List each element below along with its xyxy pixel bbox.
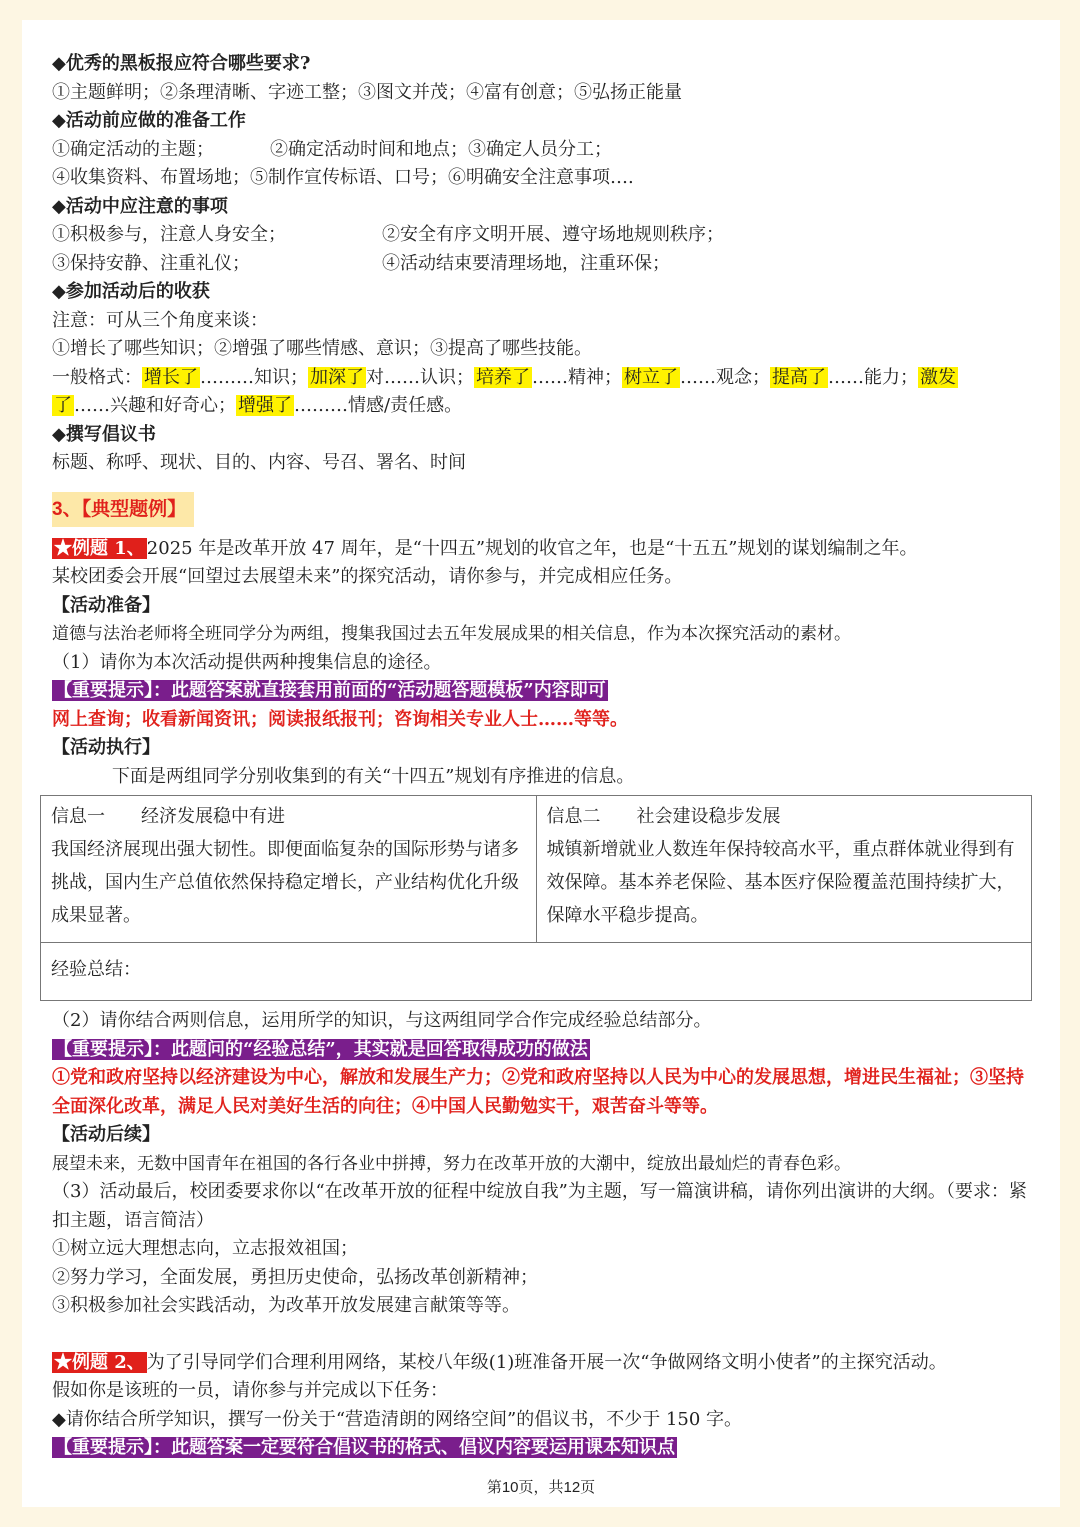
during-item-3: ③保持安静、注重礼仪； <box>52 252 250 274</box>
example2-task: ◆请你结合所学知识，撰写一份关于“营造清朗的网络空间”的倡议书，不少于 150 字。 <box>52 1408 743 1430</box>
info-2-title: 信息二 社会建设稳步发展 <box>546 806 781 827</box>
tip-2-text: 【重要提示】：此题问的“经验总结”，其实就是回答取得成功的做法 <box>54 1038 588 1060</box>
tip-2 <box>52 1036 1037 1065</box>
blackboard-heading: ◆优秀的黑板报应符合哪些要求? <box>52 53 311 74</box>
gains-note: 注意：可从三个角度来谈： <box>52 309 268 331</box>
tip-3 <box>52 1434 1037 1463</box>
prep-heading: ◆活动前应做的准备工作 <box>52 110 246 131</box>
example2-intro <box>52 1349 1037 1378</box>
outline-2: ②努力学习，全面发展，勇担历史使命，弘扬改革创新精神； <box>52 1266 538 1288</box>
page-footer: 第10页，共12页 <box>486 1479 596 1496</box>
blackboard-text: ①主题鲜明；②条理清晰、字迹工整；③图文并茂；④富有创意；⑤弘扬正能量 <box>52 81 682 103</box>
proposal-text: 标题、称呼、现状、目的、内容、号召、署名、时间 <box>52 452 466 473</box>
highlight-zengzhang: 增长了 <box>144 366 198 388</box>
highlight-shuli: 树立了 <box>624 366 678 388</box>
info-cell-2 <box>536 796 1032 943</box>
during-heading: ◆活动中应注意的事项 <box>52 195 228 217</box>
during-item-4: ④活动结束要清理场地，注重环保； <box>382 252 670 274</box>
activity-follow-text: 展望未来，无数中国青年在祖国的各行各业中拼搏，努力在改革开放的大潮中，绽放出最灿烂的青春色彩。 <box>52 1153 851 1174</box>
format-text-5: ……能力； <box>828 366 918 388</box>
example2-label: ★例题 2、 <box>54 1351 145 1373</box>
format-text-7: ………情感/责任感。 <box>294 395 463 416</box>
section-title: 【典型题例】 <box>81 497 187 520</box>
highlight-tigao: 提高了 <box>772 366 826 388</box>
question-3: （3）活动最后，校团委要求你以“在改革开放的征程中绽放自我”为主题，写一篇演讲稿，请你列出演讲的大纲。（要求：紧扣主题，语言简洁） <box>52 1181 1027 1231</box>
tip-3-text: 【重要提示】：此题答案一定要符合倡议书的格式、倡议内容要运用课本知识点 <box>54 1437 675 1458</box>
tip-1-text: 【重要提示】：此题答案就直接套用前面的“活动题答题模板”内容即可 <box>54 680 606 701</box>
during-item-1: ①积极参与，注意人身安全； <box>52 224 286 245</box>
summary-label: 经验总结： <box>51 959 141 980</box>
info-1-title: 信息一 经济发展稳中有进 <box>51 806 285 827</box>
activity-exec-heading: 【活动执行】 <box>52 737 160 758</box>
during-item-2: ②安全有序文明开展、遵守场地规则秩序； <box>382 224 724 245</box>
activity-follow-heading: 【活动后续】 <box>52 1124 160 1145</box>
highlight-jifa: 激发 <box>920 366 956 388</box>
format-text-2: 对……认识； <box>366 366 474 388</box>
outline-3: ③积极参加社会实践活动，为改革开放发展建言献策等等。 <box>52 1295 520 1316</box>
example2-intro2: 假如你是该班的一员，请你参与并完成以下任务： <box>52 1380 448 1401</box>
summary-cell <box>41 943 1032 1001</box>
prep-line-1b: ②确定活动时间和地点；③确定人员分工； <box>270 138 612 160</box>
page-content <box>52 50 1037 1463</box>
answer-2: ①党和政府坚持以经济建设为中心，解放和发展生产力；②党和政府坚持以人民为中心的发展思想，增进民生福祉；③坚持全面深化改革，满足人民对美好生活的向往；④中国人民勤勉实干，艰苦奋斗等等。 <box>52 1067 1024 1117</box>
highlight-zengqiang: 增强了 <box>238 395 292 416</box>
format-text-4: ……观念； <box>680 366 770 388</box>
activity-exec-text: 下面是两组同学分别收集到的有关“十四五”规划有序推进的信息。 <box>112 765 635 787</box>
activity-prep-text: 道德与法治老师将全班同学分为两组，搜集我国过去五年发展成果的相关信息，作为本次探究活动的素材。 <box>52 624 851 644</box>
gains-format <box>52 364 1037 421</box>
outline-1: ①树立远大理想志向，立志报效祖国； <box>52 1238 358 1259</box>
example1-label: ★例题 1、 <box>54 537 145 559</box>
format-text-1: ………知识； <box>200 366 308 388</box>
during-row-1 <box>52 221 1037 250</box>
example1-intro <box>52 535 1037 564</box>
highlight-peiyang: 培养了 <box>476 366 530 388</box>
info-cell-1 <box>41 796 537 943</box>
question-2: （2）请你结合两则信息，运用所学的知识，与这两组同学合作完成经验总结部分。 <box>52 1010 712 1031</box>
tip-1 <box>52 677 1037 706</box>
info-table <box>40 795 1032 1001</box>
during-row-2 <box>52 250 1037 279</box>
example1-intro-text: 2025 年是改革开放 47 周年，是“十四五”规划的收官之年，也是“十五五”规划的谋划编制之年。 <box>146 537 918 559</box>
gains-angles: ①增长了哪些知识；②增强了哪些情感、意识；③提高了哪些技能。 <box>52 338 592 359</box>
highlight-jiashen: 加深了 <box>310 366 364 388</box>
prep-line-1a: ①确定活动的主题； <box>52 138 214 160</box>
format-label: 一般格式： <box>52 366 142 388</box>
highlight-le: 了 <box>54 395 72 416</box>
section-heading <box>52 492 194 527</box>
proposal-heading: ◆撰写倡议书 <box>52 423 156 445</box>
example1-intro2: 某校团委会开展“回望过去展望未来”的探究活动，请你参与，并完成相应任务。 <box>52 566 683 587</box>
section-number: 3、 <box>52 498 82 520</box>
question-1: （1）请你为本次活动提供两种搜集信息的途径。 <box>52 651 442 673</box>
spacer <box>52 1321 1037 1349</box>
answer-1: 网上查询；收看新闻资讯；阅读报纸报刊；咨询相关专业人士……等等。 <box>52 708 628 730</box>
info-1-text: 我国经济展现出强大韧性。即便面临复杂的国际形势与诸多挑战，国内生产总值依然保持稳定增长，产业结构优化升级成果显著。 <box>51 839 519 926</box>
activity-prep-heading: 【活动准备】 <box>52 594 160 616</box>
format-text-3: ……精神； <box>532 366 622 388</box>
format-text-6: ……兴趣和好奇心； <box>74 395 236 416</box>
document-page <box>22 20 1060 1507</box>
example2-intro-text: 为了引导同学们合理利用网络，某校八年级(1)班准备开展一次“争做网络文明小使者”的主探究活动。 <box>146 1351 947 1373</box>
info-2-text: 城镇新增就业人数连年保持较高水平，重点群体就业得到有效保障。基本养老保险、基本医疗保险覆盖范围持续扩大，保障水平稳步提高。 <box>546 839 1015 926</box>
prep-line-1 <box>52 136 1037 165</box>
prep-line-2: ④收集资料、布置场地；⑤制作宣传标语、口号；⑥明确安全注意事项…. <box>52 167 634 188</box>
gains-heading: ◆参加活动后的收获 <box>52 281 210 302</box>
